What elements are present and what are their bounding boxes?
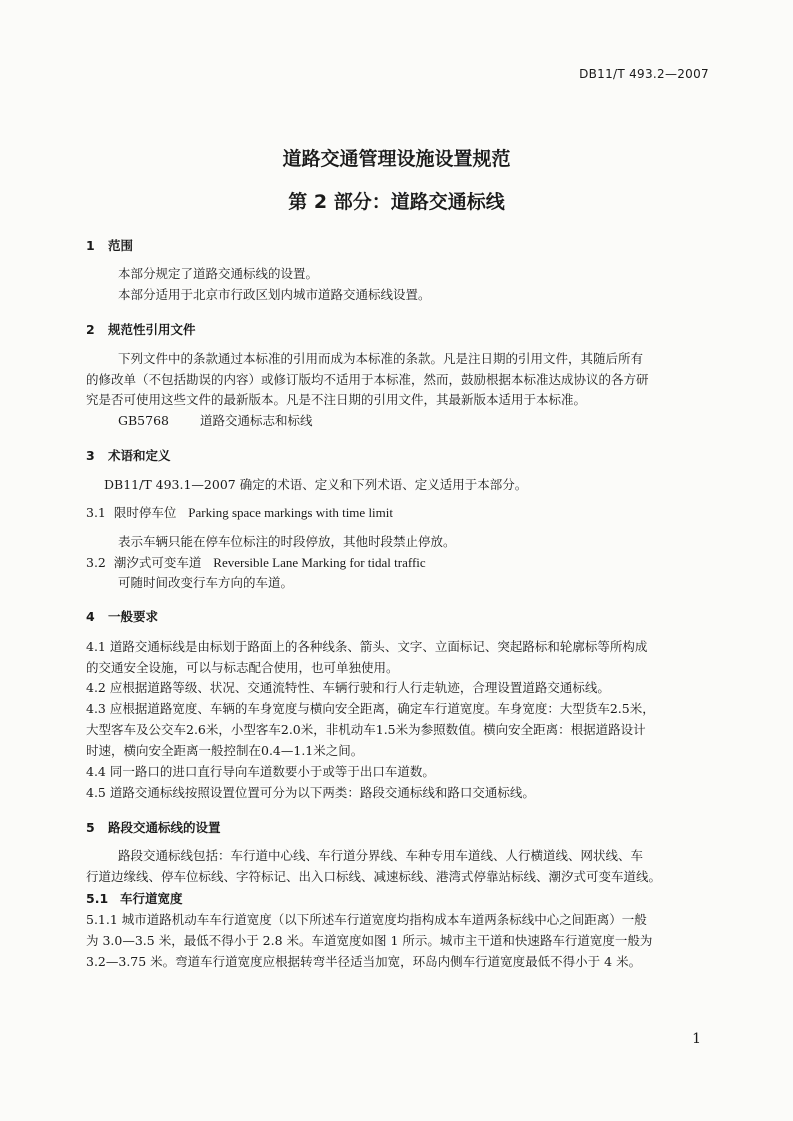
page-number: 1 xyxy=(692,1031,701,1047)
clause-line: 时速，横向安全距离一般控制在0.4—1.1米之间。 xyxy=(86,743,364,758)
section-title: 路段交通标线的设置 xyxy=(108,820,221,835)
term-definition: 表示车辆只能在停车位标注的时段停放，其他时段禁止停放。 xyxy=(118,534,456,549)
term-chinese: 限时停车位 xyxy=(113,505,177,520)
paragraph-line: 下列文件中的条款通过本标准的引用而成为本标准的条款。凡是注日期的引用文件，其随后所有 xyxy=(118,351,644,366)
normative-reference xyxy=(118,411,740,431)
term-number: 3.1 xyxy=(86,505,106,520)
section-2-heading xyxy=(86,320,196,338)
document-title: 道路交通管理设施设置规范 xyxy=(282,148,511,170)
term-3-1 xyxy=(86,503,708,523)
term-english: Reversible Lane Marking for tidal traffic xyxy=(213,555,426,570)
section-title: 范围 xyxy=(108,238,134,253)
section-4-heading xyxy=(86,607,158,625)
section-title: 术语和定义 xyxy=(108,448,171,463)
clause-line: 4.3 应根据道路宽度、车辆的车身宽度与横向安全距离，确定车行道宽度。车身宽度：大型货车2.5米， xyxy=(86,701,655,716)
subsection-title: 车行道宽度 xyxy=(120,891,183,906)
section-number: 1 xyxy=(86,238,95,253)
clause-line: 大型客车及公交车2.6米，小型客车2.0米，非机动车1.5米为参照数值。横向安全距离：根据道路设计 xyxy=(86,722,646,737)
clause-line: 5.1.1 城市道路机动车车行道宽度（以下所述车行道宽度均指构成本车道两条标线中心之间距离）一般 xyxy=(86,912,647,927)
section-5-heading xyxy=(86,818,221,836)
clause-line: 4.5 道路交通标线按照设置位置可分为以下两类：路段交通标线和路口交通标线。 xyxy=(86,785,535,800)
clause-line: 4.1 道路交通标线是由标划于路面上的各种线条、箭头、文字、立面标记、突起路标和轮廓标等所构成 xyxy=(86,639,648,654)
subsection-5-1-heading xyxy=(86,889,183,907)
paragraph: 本部分规定了道路交通标线的设置。 xyxy=(118,266,319,281)
paragraph-line: 行道边缘线、停车位标线、字符标记、出入口标线、减速标线、港湾式停靠站标线、潮汐式可变车道线。 xyxy=(86,869,662,884)
paragraph-line: 路段交通标线包括：车行道中心线、车行道分界线、车种专用车道线、人行横道线、网状线、车 xyxy=(118,848,644,863)
term-chinese: 潮汐式可变车道 xyxy=(113,555,202,570)
clause-line: 的交通安全设施，可以与标志配合使用，也可单独使用。 xyxy=(86,660,399,675)
clause-line: 为 3.0—3.5 米，最低不得小于 2.8 米。车道宽度如图 1 所示。城市主干道和快速路车行道宽度一般为 xyxy=(86,933,653,948)
clause-line: 4.4 同一路口的进口直行导向车道数要小于或等于出口车道数。 xyxy=(86,764,435,779)
paragraph-line: 的修改单（不包括勘误的内容）或修订版均不适用于本标准，然而，鼓励根据本标准达成协议的各方研 xyxy=(86,372,649,387)
reference-code: GB5768 xyxy=(118,413,169,428)
paragraph: 本部分适用于北京市行政区划内城市道路交通标线设置。 xyxy=(118,287,431,302)
term-3-2 xyxy=(86,553,708,573)
subsection-number: 5.1 xyxy=(86,891,109,906)
term-definition: 可随时间改变行车方向的车道。 xyxy=(118,575,294,590)
section-number: 4 xyxy=(86,609,95,624)
term-english: Parking space markings with time limit xyxy=(188,505,393,520)
section-title: 规范性引用文件 xyxy=(108,322,196,337)
section-title: 一般要求 xyxy=(108,609,159,624)
section-1-heading xyxy=(86,236,133,254)
paragraph-line: 究是否可使用这些文件的最新版本。凡是不注日期的引用文件，其最新版本适用于本标准。 xyxy=(86,392,587,407)
reference-title: 道路交通标志和标线 xyxy=(200,413,313,428)
section-number: 5 xyxy=(86,820,95,835)
term-number: 3.2 xyxy=(86,555,106,570)
standard-number: DB11/T 493.2—2007 xyxy=(579,67,709,81)
clause-line: 4.2 应根据道路等级、状况、交通流特性、车辆行驶和行人行走轨迹，合理设置道路交通标线。 xyxy=(86,680,610,695)
section-number: 2 xyxy=(86,322,95,337)
clause-line: 3.2—3.75 米。弯道车行道宽度应根据转弯半径适当加宽，环岛内侧车行道宽度最低不得小于 4 米。 xyxy=(86,954,642,969)
section-3-heading xyxy=(86,446,171,464)
paragraph: DB11/T 493.1—2007 确定的术语、定义和下列术语、定义适用于本部分。 xyxy=(104,477,528,492)
document-subtitle: 第 2 部分：道路交通标线 xyxy=(288,191,505,213)
section-number: 3 xyxy=(86,448,95,463)
